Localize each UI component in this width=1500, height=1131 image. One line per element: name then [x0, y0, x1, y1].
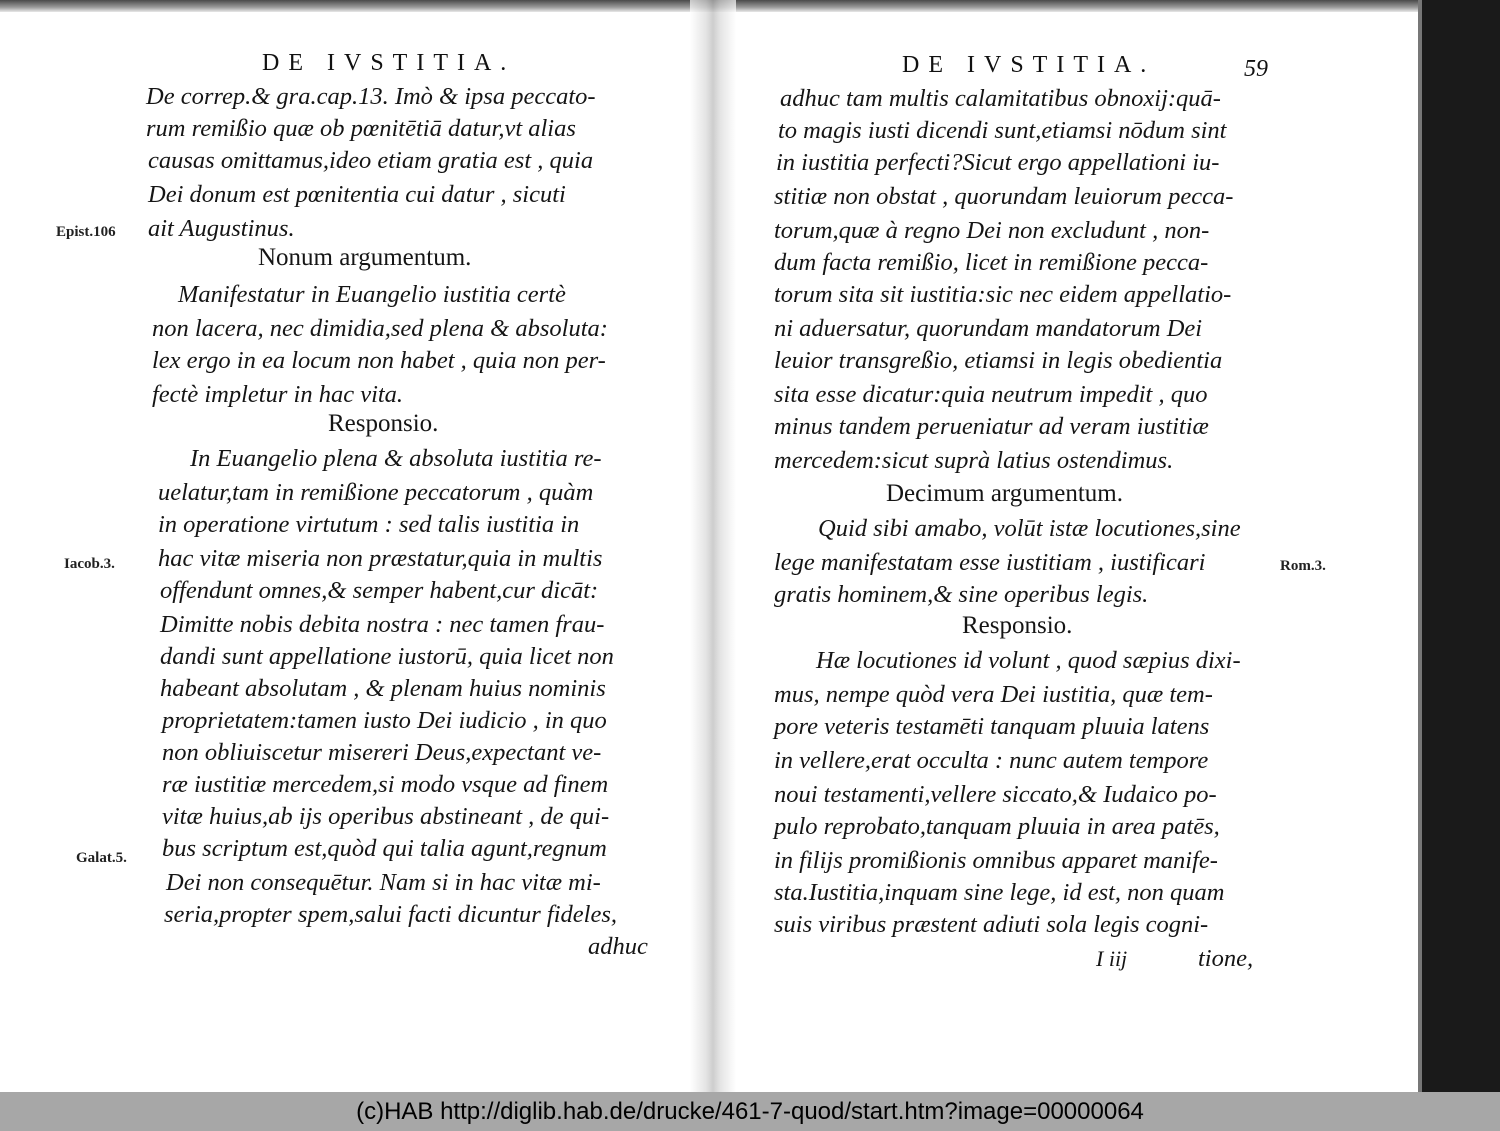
text-line: in filijs promißionis omnibus apparet manife- — [774, 847, 1218, 874]
text-line: seria,propter spem,salui facti dicuntur fideles, — [164, 901, 617, 928]
text-line: Manifestatur in Euangelio iustitia certè — [178, 281, 566, 308]
text-line: vitæ huius,ab ijs operibus abstineant , de qui- — [162, 803, 610, 830]
text-line: uelatur,tam in remißione peccatorum , quàm — [158, 479, 594, 506]
text-line: Dei non consequētur. Nam si in hac vitæ mi- — [166, 869, 601, 896]
text-line: causas omittamus,ideo etiam gratia est , quia — [148, 147, 594, 174]
text-line: rum remißio quæ ob pœnitētiā datur,vt alias — [146, 115, 576, 142]
text-line: in operatione virtutum : sed talis iustitia in — [158, 511, 580, 538]
text-line: bus scriptum est,quòd qui talia agunt,regnum — [162, 835, 607, 862]
text-line: Dei donum est pœnitentia cui datur , sicuti — [148, 181, 566, 208]
text-line: to magis iusti dicendi sunt,etiamsi nōdum sint — [778, 117, 1227, 144]
text-line: sita esse dicatur:quia neutrum impedit , quo — [774, 381, 1208, 408]
text-line: in vellere,erat occulta : nunc autem tempore — [774, 747, 1209, 774]
text-line: minus tandem perueniatur ad veram iustitiæ — [774, 413, 1209, 440]
text-line: habeant absolutam , & plenam huius nominis — [160, 675, 606, 702]
text-line: Quid sibi amabo, volūt istæ locutiones,sine — [818, 515, 1241, 542]
text-line: suis viribus præstent adiuti sola legis cogni- — [774, 911, 1209, 938]
section-heading: Nonum argumentum. — [258, 244, 472, 271]
catchword-left: adhuc — [588, 933, 648, 960]
section-heading: Responsio. — [962, 612, 1073, 639]
marginal-note-rom: Rom.3. — [1280, 558, 1326, 574]
text-line: mercedem:sicut suprà latius ostendimus. — [774, 447, 1174, 474]
text-line: Dimitte nobis debita nostra : nec tamen frau- — [160, 611, 605, 638]
folio-number: 59 — [1244, 56, 1268, 82]
text-line: lex ergo in ea locum non habet , quia non per- — [152, 347, 606, 374]
right-page — [736, 0, 1418, 1092]
text-line: dandi sunt appellatione iustorū, quia licet non — [160, 643, 614, 670]
text-line: pore veteris testamēti tanquam pluuia latens — [774, 713, 1210, 740]
catchword-right: tione, — [1198, 945, 1254, 972]
text-line: sta.Iustitia,inquam sine lege, id est, non quam — [774, 879, 1225, 906]
text-line: leuior transgreßio, etiamsi in legis obedientia — [774, 347, 1223, 374]
text-line: non obliuiscetur misereri Deus,expectant ve- — [162, 739, 602, 766]
running-head-left: DE IVSTITIA. — [262, 50, 516, 76]
text-line: ræ iustitiæ mercedem,si modo vsque ad finem — [162, 771, 609, 798]
section-heading: Decimum argumentum. — [886, 480, 1123, 507]
text-line: pulo reprobato,tanquam pluuia in area patēs, — [774, 813, 1220, 840]
text-line: mus, nempe quòd vera Dei iustitia, quæ tem- — [774, 681, 1213, 708]
footer-copyright-url: (c)HAB http://diglib.hab.de/drucke/461-7-quod/start.htm?image=00000064 — [0, 1092, 1500, 1131]
left-page — [0, 0, 690, 1092]
signature-mark: I iij — [1096, 946, 1128, 971]
marginal-note-iacob: Iacob.3. — [64, 556, 115, 572]
text-line: noui testamenti,vellere siccato,& Iudaico po- — [774, 781, 1217, 808]
text-line: hac vitæ miseria non præstatur,quia in multis — [158, 545, 603, 572]
text-line: adhuc tam multis calamitatibus obnoxij:quā- — [780, 85, 1221, 112]
section-heading: Responsio. — [328, 410, 439, 437]
marginal-note-epist: Epist.106 — [56, 224, 116, 240]
text-line: fectè impletur in hac vita. — [152, 381, 404, 408]
marginal-note-galat: Galat.5. — [76, 850, 127, 866]
book-gutter — [690, 0, 736, 1092]
text-line: torum sita sit iustitia:sic nec eidem appellatio- — [774, 281, 1232, 308]
scan-dark-border — [1422, 0, 1500, 1092]
text-line: offendunt omnes,& semper habent,cur dicāt: — [160, 577, 599, 604]
text-line: non lacera, nec dimidia,sed plena & absoluta: — [152, 315, 608, 342]
text-line: stitiæ non obstat , quorundam leuiorum pecca- — [774, 183, 1234, 210]
running-head-right: DE IVSTITIA. — [902, 52, 1156, 78]
text-line: gratis hominem,& sine operibus legis. — [774, 581, 1149, 608]
text-line: proprietatem:tamen iusto Dei iudicio , in quo — [162, 707, 607, 734]
text-line: De correp.& gra.cap.13. Imò & ipsa peccato- — [146, 83, 596, 110]
text-line: torum,quæ à regno Dei non excludunt , non- — [774, 217, 1210, 244]
text-line: lege manifestatam esse iustitiam , iustificari — [774, 549, 1206, 576]
text-line: ni aduersatur, quorundam mandatorum Dei — [774, 315, 1203, 342]
text-line: in iustitia perfecti?Sicut ergo appellationi iu- — [776, 149, 1220, 176]
text-line: Hæ locutiones id volunt , quod sæpius dixi- — [816, 647, 1241, 674]
text-line: ait Augustinus. — [148, 215, 295, 242]
text-line: In Euangelio plena & absoluta iustitia re- — [190, 445, 602, 472]
text-line: dum facta remißio, licet in remißione pecca- — [774, 249, 1209, 276]
